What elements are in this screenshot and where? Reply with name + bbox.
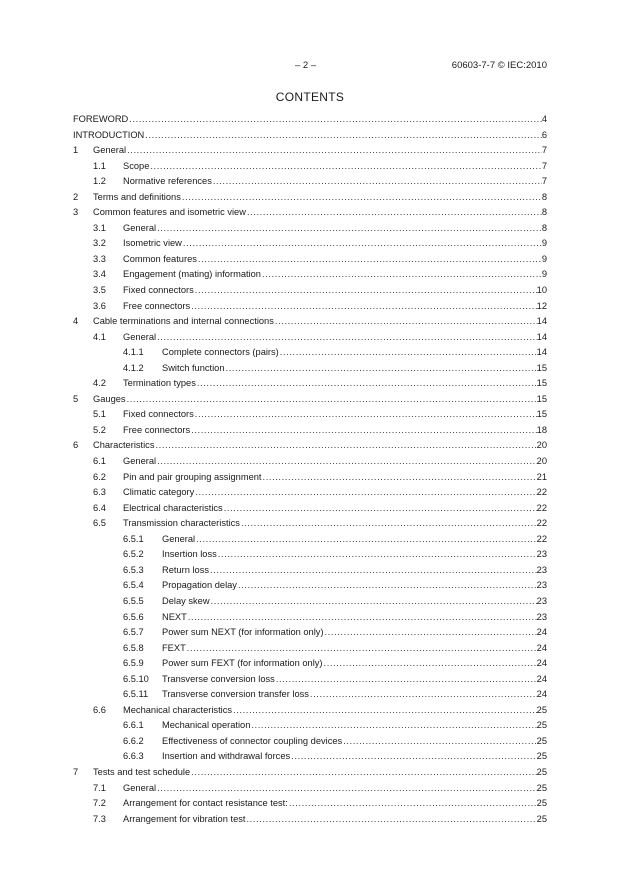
toc-entry[interactable] xyxy=(73,190,547,206)
toc-entry-number: 6.5.6 xyxy=(123,611,144,622)
toc-entry-page: 24 xyxy=(536,627,547,638)
dot-leader xyxy=(291,749,537,765)
toc-entry-title: Transverse conversion loss xyxy=(162,673,275,684)
toc-entry-page: 22 xyxy=(536,533,547,544)
toc-entry-number: 3.4 xyxy=(93,269,106,280)
toc-entry-line xyxy=(162,625,547,641)
toc-entry-title: General xyxy=(162,533,196,544)
dot-leader xyxy=(195,485,536,501)
page-number: – 2 – xyxy=(295,60,317,71)
toc-entry-title: Engagement (mating) information xyxy=(123,269,261,280)
toc-entry-number: 1.2 xyxy=(93,176,106,187)
toc-entry-title: Propagation delay xyxy=(162,580,237,591)
toc-entry[interactable] xyxy=(73,221,547,237)
toc-entry-page: 22 xyxy=(536,487,547,498)
toc-entry-page: 25 xyxy=(536,766,547,777)
toc-entry-number: 4.1.2 xyxy=(123,362,144,373)
toc-entry-line xyxy=(123,283,547,299)
toc-entry-line xyxy=(123,407,547,423)
toc-entry-line xyxy=(123,236,547,252)
toc-entry[interactable] xyxy=(73,143,547,159)
toc-entry-number: 6.5.10 xyxy=(123,673,149,684)
dot-leader xyxy=(157,221,542,237)
toc-entry-page: 20 xyxy=(536,440,547,451)
toc-entry-page: 15 xyxy=(536,362,547,373)
toc-entry-number: 2 xyxy=(73,191,79,202)
dot-leader xyxy=(211,594,537,610)
toc-entry-line xyxy=(162,656,547,672)
toc-entry-number: 6.6.3 xyxy=(123,751,144,762)
toc-entry-page: 25 xyxy=(536,751,547,762)
toc-entry-line xyxy=(162,610,547,626)
dot-leader xyxy=(195,283,537,299)
toc-entry-page: 23 xyxy=(536,595,547,606)
toc-entry-number: 4.1.1 xyxy=(123,347,144,358)
dot-leader xyxy=(226,361,537,377)
toc-entry-number: 6 xyxy=(73,440,79,451)
toc-entry[interactable] xyxy=(73,205,547,221)
dot-leader xyxy=(210,563,537,579)
toc-entry[interactable] xyxy=(73,718,547,734)
toc-entry-title: Insertion and withdrawal forces xyxy=(162,751,291,762)
toc-entry-line xyxy=(162,734,547,750)
toc-entry-number: 3 xyxy=(73,207,79,218)
dot-leader xyxy=(157,781,537,797)
toc-entry-title: Power sum NEXT (for information only) xyxy=(162,627,324,638)
dot-leader xyxy=(218,547,537,563)
toc-entry-title: Termination types xyxy=(123,378,196,389)
dot-leader xyxy=(127,392,537,408)
dot-leader xyxy=(196,532,537,548)
toc-entry[interactable] xyxy=(73,345,547,361)
toc-entry-page: 25 xyxy=(536,735,547,746)
toc-entry-line xyxy=(123,501,547,517)
toc-entry-title: Transmission characteristics xyxy=(123,518,240,529)
dot-leader xyxy=(280,345,537,361)
toc-entry-title: Effectiveness of connector coupling devices xyxy=(162,735,343,746)
dot-leader xyxy=(247,205,542,221)
toc-entry-title: Isometric view xyxy=(123,238,182,249)
dot-leader xyxy=(251,718,536,734)
toc-entry-title: Free connectors xyxy=(123,424,191,435)
contents-heading: CONTENTS xyxy=(275,90,345,104)
toc-entry[interactable] xyxy=(73,594,547,610)
toc-entry-number: 7.2 xyxy=(93,798,106,809)
dot-leader xyxy=(157,330,537,346)
toc-entry-number: 6.5.1 xyxy=(123,533,144,544)
toc-entry-number: 6.5.9 xyxy=(123,658,144,669)
toc-entry-title: Tests and test schedule xyxy=(93,766,191,777)
toc-entry[interactable] xyxy=(73,781,547,797)
toc-entry[interactable] xyxy=(73,765,547,781)
toc-entry-number: 7.1 xyxy=(93,782,106,793)
toc-entry-title: Gauges xyxy=(93,393,126,404)
toc-entry-number: 6.6.2 xyxy=(123,735,144,746)
toc-entry-line xyxy=(162,749,547,765)
toc-entry-page: 15 xyxy=(536,409,547,420)
toc-entry-title: Common features and isometric view xyxy=(93,207,246,218)
toc-entry-title: Complete connectors (pairs) xyxy=(162,347,279,358)
toc-entry-line xyxy=(162,641,547,657)
toc-entry-title: Fixed connectors xyxy=(123,285,194,296)
toc-entry[interactable] xyxy=(73,656,547,672)
toc-entry-number: 6.5.5 xyxy=(123,595,144,606)
toc-entry[interactable] xyxy=(73,625,547,641)
toc-entry-page: 18 xyxy=(536,424,547,435)
toc-entry-line xyxy=(123,299,547,315)
toc-entry-line xyxy=(93,392,547,408)
toc-entry-line xyxy=(123,703,547,719)
toc-entry-number: 3.3 xyxy=(93,253,106,264)
toc-entry-number: 6.3 xyxy=(93,487,106,498)
toc-entry-title: Fixed connectors xyxy=(123,409,194,420)
toc-entry-title: Switch function xyxy=(162,362,225,373)
dot-leader xyxy=(213,174,542,190)
toc-entry[interactable] xyxy=(73,252,547,268)
toc-entry-number: 6.2 xyxy=(93,471,106,482)
dot-leader xyxy=(182,190,542,206)
toc-entry-page: 15 xyxy=(536,393,547,404)
dot-leader xyxy=(246,812,536,828)
toc-entry-line xyxy=(162,345,547,361)
toc-entry-number: 6.6.1 xyxy=(123,720,144,731)
toc-entry-page: 9 xyxy=(541,253,547,264)
toc-entry-number: 6.4 xyxy=(93,502,106,513)
toc-entry-title: Mechanical characteristics xyxy=(123,704,233,715)
toc-entry-number: 6.5.4 xyxy=(123,580,144,591)
toc-entry-number: 5.2 xyxy=(93,424,106,435)
dot-leader xyxy=(289,796,537,812)
toc-entry-title: Characteristics xyxy=(93,440,155,451)
toc-entry-number: 6.5.7 xyxy=(123,627,144,638)
toc-entry-title: Scope xyxy=(123,160,150,171)
dot-leader xyxy=(262,267,542,283)
toc-entry-title: Arrangement for vibration test xyxy=(123,813,246,824)
toc-entry-page: 24 xyxy=(536,673,547,684)
toc-entry[interactable] xyxy=(73,641,547,657)
toc-entry-line xyxy=(93,190,547,206)
toc-entry-line xyxy=(162,532,547,548)
toc-entry-page: 25 xyxy=(536,813,547,824)
toc-entry-page: 25 xyxy=(536,782,547,793)
dot-leader xyxy=(198,252,542,268)
dot-leader xyxy=(188,610,537,626)
toc-entry-page: 25 xyxy=(536,798,547,809)
dot-leader xyxy=(310,687,537,703)
toc-entry[interactable] xyxy=(73,236,547,252)
toc-entry-line xyxy=(162,578,547,594)
toc-entry-page: 7 xyxy=(541,160,547,171)
toc-entry-title: General xyxy=(93,145,127,156)
toc-entry[interactable] xyxy=(73,283,547,299)
toc-entry-line xyxy=(162,687,547,703)
toc-entry-page: 9 xyxy=(541,238,547,249)
dot-leader xyxy=(127,143,542,159)
toc-entry-page: 25 xyxy=(536,720,547,731)
dot-leader xyxy=(276,672,537,688)
toc-entry[interactable] xyxy=(73,299,547,315)
toc-entry-title: Transverse conversion transfer loss xyxy=(162,689,309,700)
toc-entry[interactable] xyxy=(73,734,547,750)
toc-entry-number: 7.3 xyxy=(93,813,106,824)
toc-entry-title: Common features xyxy=(123,253,197,264)
toc-entry-page: 6 xyxy=(541,129,547,140)
dot-leader xyxy=(238,578,537,594)
toc-entry-page: 24 xyxy=(536,689,547,700)
toc-entry-number: 6.5.3 xyxy=(123,564,144,575)
toc-entry-line xyxy=(162,718,547,734)
toc-entry-number: 3.2 xyxy=(93,238,106,249)
toc-entry-number: 3.1 xyxy=(93,222,106,233)
toc-entry[interactable] xyxy=(73,749,547,765)
toc-entry-line xyxy=(123,252,547,268)
toc-entry-title: General xyxy=(123,456,157,467)
toc-entry-number: 5 xyxy=(73,393,79,404)
toc-entry-title: INTRODUCTION xyxy=(73,129,145,140)
toc-entry-line xyxy=(93,438,547,454)
toc-entry-line xyxy=(123,516,547,532)
toc-entry-page: 7 xyxy=(541,145,547,156)
toc-entry-line xyxy=(123,376,547,392)
dot-leader xyxy=(263,470,537,486)
dot-leader xyxy=(155,438,536,454)
toc-entry-number: 6.1 xyxy=(93,456,106,467)
toc-entry-number: 6.5 xyxy=(93,518,106,529)
dot-leader xyxy=(150,159,541,175)
toc-entry-line xyxy=(93,765,547,781)
toc-entry[interactable] xyxy=(73,376,547,392)
dot-leader xyxy=(191,765,536,781)
toc-entry-number: 1.1 xyxy=(93,160,106,171)
toc-entry[interactable] xyxy=(73,563,547,579)
dot-leader xyxy=(197,376,537,392)
dot-leader xyxy=(187,641,537,657)
toc-entry[interactable] xyxy=(73,796,547,812)
dot-leader xyxy=(324,656,537,672)
dot-leader xyxy=(183,236,542,252)
toc-entry-page: 8 xyxy=(541,191,547,202)
dot-leader xyxy=(129,112,542,128)
dot-leader xyxy=(191,423,536,439)
toc-entry-title: Electrical characteristics xyxy=(123,502,223,513)
toc-entry-line xyxy=(162,594,547,610)
toc-entry-title: Mechanical operation xyxy=(162,720,251,731)
toc-entry-title: Power sum FEXT (for information only) xyxy=(162,658,323,669)
toc-entry-line xyxy=(162,563,547,579)
toc-entry[interactable] xyxy=(73,112,547,128)
toc-entry-line xyxy=(123,781,547,797)
toc-entry-page: 7 xyxy=(541,176,547,187)
dot-leader xyxy=(191,299,536,315)
toc-entry-title: Normative references xyxy=(123,176,212,187)
toc-entry[interactable] xyxy=(73,454,547,470)
toc-entry[interactable] xyxy=(73,547,547,563)
toc-entry-title: General xyxy=(123,222,157,233)
toc-entry-line xyxy=(93,143,547,159)
toc-entry-number: 4.1 xyxy=(93,331,106,342)
toc-entry[interactable] xyxy=(73,174,547,190)
toc-entry[interactable] xyxy=(73,501,547,517)
toc-entry[interactable] xyxy=(73,361,547,377)
toc-entry-page: 4 xyxy=(541,114,547,124)
toc-entry-title: NEXT xyxy=(162,611,187,622)
toc-entry-line xyxy=(123,221,547,237)
toc-entry-line xyxy=(93,314,547,330)
toc-entry-line xyxy=(123,423,547,439)
toc-entry-line xyxy=(73,128,547,144)
toc-entry-line xyxy=(123,267,547,283)
table-of-contents xyxy=(73,112,547,827)
toc-entry-page: 8 xyxy=(541,207,547,218)
toc-entry[interactable] xyxy=(73,485,547,501)
toc-entry[interactable] xyxy=(73,314,547,330)
toc-entry-line xyxy=(162,361,547,377)
toc-entry-line xyxy=(123,812,547,828)
toc-entry-line xyxy=(162,672,547,688)
toc-entry[interactable] xyxy=(73,812,547,828)
toc-entry-number: 3.5 xyxy=(93,285,106,296)
toc-entry-number: 4 xyxy=(73,316,79,327)
toc-entry-number: 1 xyxy=(73,145,79,156)
toc-entry-number: 5.1 xyxy=(93,409,106,420)
toc-entry-title: General xyxy=(123,331,157,342)
toc-entry-line xyxy=(123,796,547,812)
toc-entry[interactable] xyxy=(73,610,547,626)
toc-entry-line xyxy=(162,547,547,563)
toc-entry-title: Return loss xyxy=(162,564,210,575)
toc-entry-line xyxy=(123,470,547,486)
toc-entry-line xyxy=(123,485,547,501)
toc-entry-page: 23 xyxy=(536,549,547,560)
dot-leader xyxy=(224,501,537,517)
toc-entry-line xyxy=(73,112,547,128)
toc-entry-title: Pin and pair grouping assignment xyxy=(123,471,262,482)
dot-leader xyxy=(241,516,537,532)
toc-entry-title: FOREWORD xyxy=(73,114,129,124)
toc-entry-number: 6.5.8 xyxy=(123,642,144,653)
toc-entry[interactable] xyxy=(73,532,547,548)
toc-entry-page: 23 xyxy=(536,580,547,591)
toc-entry-page: 9 xyxy=(541,269,547,280)
toc-entry-line xyxy=(93,205,547,221)
toc-entry-title: Free connectors xyxy=(123,300,191,311)
dot-leader xyxy=(275,314,537,330)
toc-entry-page: 8 xyxy=(541,222,547,233)
dot-leader xyxy=(195,407,537,423)
toc-entry-line xyxy=(123,330,547,346)
toc-entry[interactable] xyxy=(73,423,547,439)
toc-entry[interactable] xyxy=(73,330,547,346)
toc-entry[interactable] xyxy=(73,267,547,283)
toc-entry-title: Cable terminations and internal connections xyxy=(93,316,274,327)
toc-entry[interactable] xyxy=(73,687,547,703)
toc-entry-title: General xyxy=(123,782,157,793)
toc-entry-title: Terms and definitions xyxy=(93,191,181,202)
toc-entry-page: 22 xyxy=(536,502,547,513)
toc-entry-page: 12 xyxy=(536,300,547,311)
dot-leader xyxy=(157,454,537,470)
dot-leader xyxy=(343,734,536,750)
toc-entry-page: 23 xyxy=(536,611,547,622)
toc-entry-page: 14 xyxy=(536,331,547,342)
toc-entry-line xyxy=(123,159,547,175)
toc-entry-page: 14 xyxy=(536,347,547,358)
toc-entry[interactable] xyxy=(73,672,547,688)
toc-entry[interactable] xyxy=(73,159,547,175)
dot-leader xyxy=(145,128,542,144)
toc-entry-page: 21 xyxy=(536,471,547,482)
toc-entry[interactable] xyxy=(73,407,547,423)
toc-entry[interactable] xyxy=(73,128,547,144)
toc-entry-number: 6.5.2 xyxy=(123,549,144,560)
toc-entry-page: 20 xyxy=(536,456,547,467)
toc-entry-title: Climatic category xyxy=(123,487,195,498)
toc-entry-page: 23 xyxy=(536,564,547,575)
toc-entry-title: FEXT xyxy=(162,642,186,653)
dot-leader xyxy=(233,703,537,719)
toc-entry[interactable] xyxy=(73,392,547,408)
toc-entry-title: Insertion loss xyxy=(162,549,217,560)
toc-entry-number: 4.2 xyxy=(93,378,106,389)
toc-entry-number: 6.6 xyxy=(93,704,106,715)
toc-entry[interactable] xyxy=(73,438,547,454)
document-reference: 60603-7-7 © IEC:2010 xyxy=(451,60,547,71)
toc-entry-line xyxy=(123,174,547,190)
toc-entry-page: 24 xyxy=(536,658,547,669)
toc-entry-number: 7 xyxy=(73,766,79,777)
toc-entry[interactable] xyxy=(73,703,547,719)
toc-entry-title: Arrangement for contact resistance test: xyxy=(123,798,288,809)
toc-entry-page: 15 xyxy=(536,378,547,389)
toc-entry-title: Delay skew xyxy=(162,595,210,606)
toc-entry-page: 14 xyxy=(536,316,547,327)
toc-entry-page: 10 xyxy=(536,285,547,296)
toc-entry-number: 3.6 xyxy=(93,300,106,311)
toc-entry[interactable] xyxy=(73,470,547,486)
toc-entry-number: 6.5.11 xyxy=(123,689,149,700)
toc-entry[interactable] xyxy=(73,578,547,594)
toc-entry-page: 24 xyxy=(536,642,547,653)
toc-entry-page: 25 xyxy=(536,704,547,715)
toc-entry-line xyxy=(123,454,547,470)
toc-entry[interactable] xyxy=(73,516,547,532)
dot-leader xyxy=(325,625,537,641)
toc-entry-page: 22 xyxy=(536,518,547,529)
